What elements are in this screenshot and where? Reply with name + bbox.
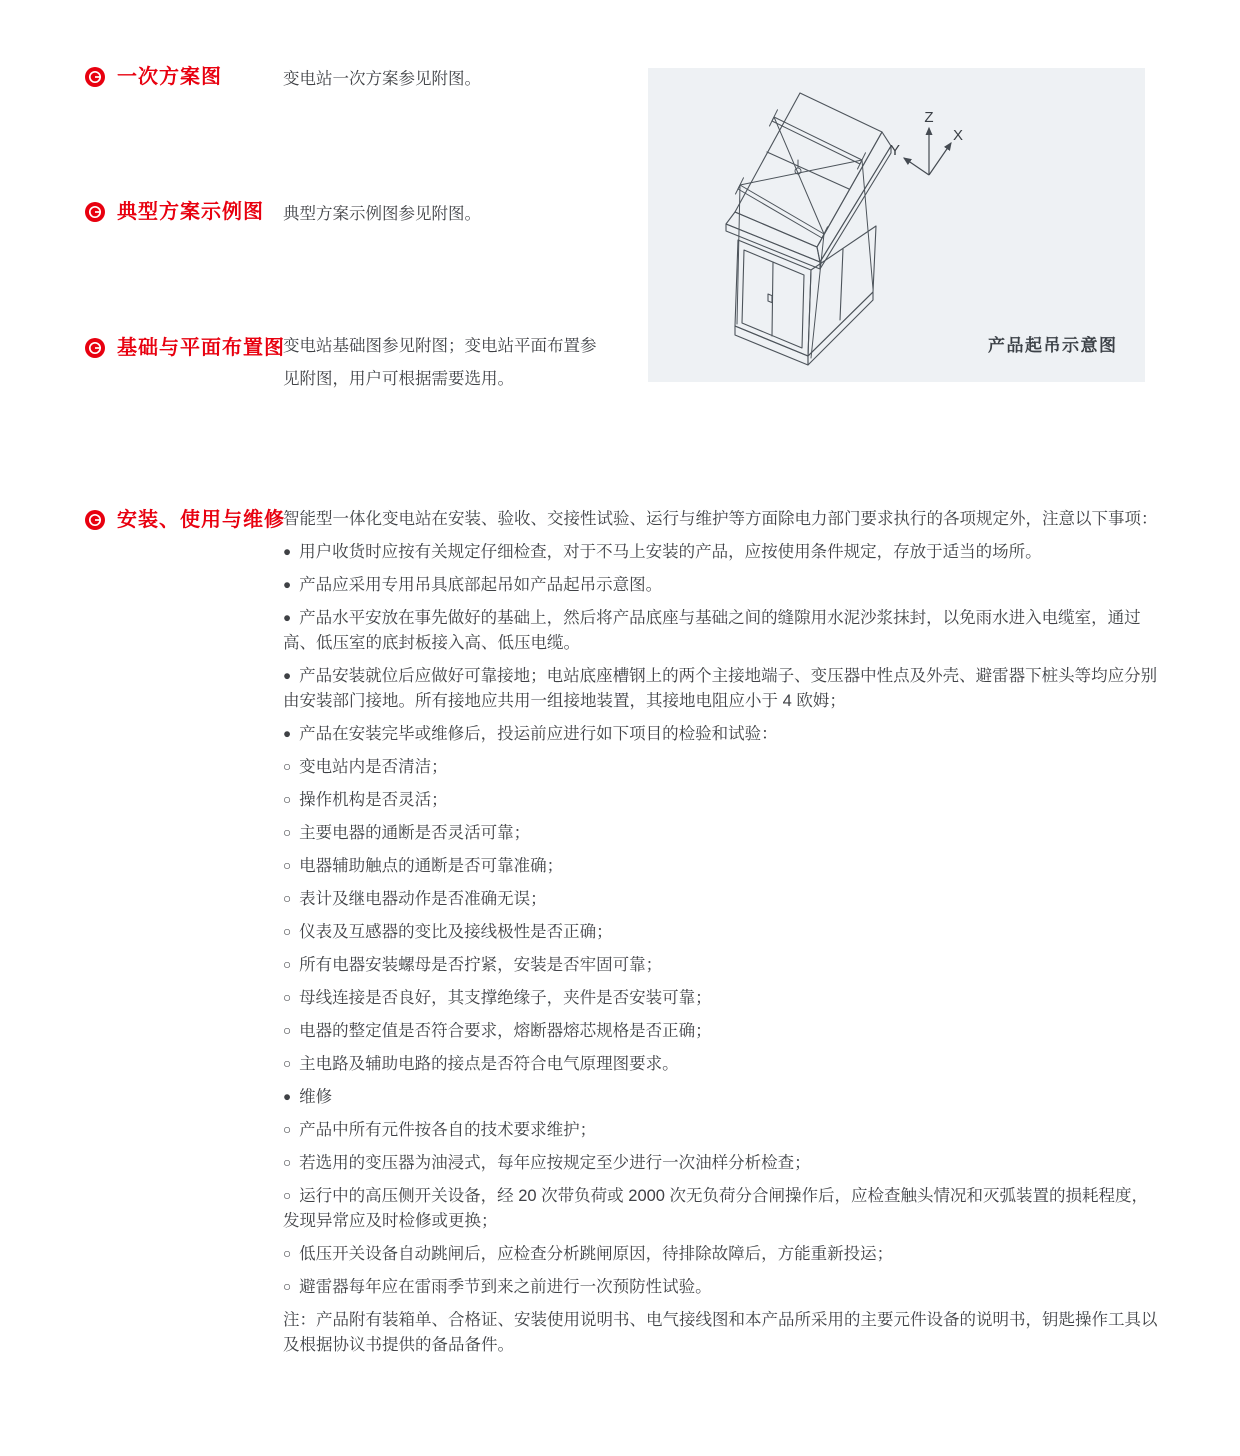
- list-item-text: 变电站内是否清洁；: [299, 758, 448, 776]
- list-item: [283, 606, 1163, 656]
- list-item-text: 用户收货时应按有关规定仔细检查，对于不马上安装的产品，应按使用条件规定，存放于适当的场所。: [299, 543, 1042, 561]
- list-item-text: 产品安装就位后应做好可靠接地；电站底座槽钢上的两个主接地端子、变压器中性点及外壳、避雷器下桩头等均应分别由安装部门接地。所有接地应共用一组接地装置，其接地电阻应小于 4 欧姆；: [283, 667, 1158, 710]
- list-item: [283, 1118, 1163, 1143]
- list-item-text: 若选用的变压器为油浸式，每年应按规定至少进行一次油样分析检查；: [299, 1154, 811, 1172]
- section-title: 基础与平面布置图: [117, 337, 285, 359]
- section-typical-scheme: [85, 199, 264, 225]
- list-item-text: 维修: [299, 1088, 333, 1106]
- bullet-icon: ●: [283, 726, 292, 741]
- axis-label-x: X: [952, 127, 964, 144]
- list-item: [283, 1151, 1163, 1176]
- list-item: [283, 887, 1163, 912]
- list-item-text: 产品中所有元件按各自的技术要求维护；: [299, 1121, 597, 1139]
- list-item: [283, 788, 1163, 813]
- bullet-icon: ○: [283, 792, 292, 807]
- list-item-text: 仪表及互感器的变比及接线极性是否正确；: [299, 923, 613, 941]
- list-item: [283, 920, 1163, 945]
- list-item-text: 所有电器安装螺母是否拧紧，安装是否牢固可靠；: [299, 956, 663, 974]
- bullet-icon: ●: [283, 668, 292, 683]
- section-marker-icon: [85, 67, 105, 87]
- list-item-text: 母线连接是否良好，其支撑绝缘子，夹件是否安装可靠；: [299, 989, 712, 1007]
- section-body: 变电站基础图参见附图；变电站平面布置参见附图，用户可根据需要选用。: [283, 337, 597, 388]
- list-item-text: 运行中的高压侧开关设备，经 20 次带负荷或 2000 次无负荷分合闸操作后，应检查触头情况和灭弧装置的损耗程度，发现异常应及时检修或更换；: [283, 1187, 1149, 1230]
- list-item-text: 低压开关设备自动跳闸后，应检查分析跳闸原因，待排除故障后，方能重新投运；: [299, 1245, 894, 1263]
- bullet-icon: ○: [283, 1279, 292, 1294]
- list-item: [283, 573, 1163, 598]
- section-foundation-layout: [85, 335, 285, 361]
- bullet-icon: ○: [283, 1188, 292, 1203]
- bullet-icon: ●: [283, 544, 292, 559]
- bullet-icon: ○: [283, 1122, 292, 1137]
- list-item: [283, 1275, 1163, 1300]
- section-primary-scheme: [85, 64, 222, 90]
- list-item-text: 表计及继电器动作是否准确无误；: [299, 890, 547, 908]
- list-item-text: 电器的整定值是否符合要求，熔断器熔芯规格是否正确；: [299, 1022, 712, 1040]
- section-install-use-maintain: [85, 507, 285, 533]
- installation-content: [283, 507, 1163, 1366]
- section-title: 安装、使用与维修: [117, 509, 285, 531]
- section-marker-icon: [85, 202, 105, 222]
- list-item-text: 产品在安装完毕或维修后，投运前应进行如下项目的检验和试验：: [299, 725, 778, 743]
- list-item-text: 主要电器的通断是否灵活可靠；: [299, 824, 531, 842]
- list-item: [283, 540, 1163, 565]
- list-item: [283, 854, 1163, 879]
- bullet-icon: ○: [283, 759, 292, 774]
- list-item-text: 产品应采用专用吊具底部起吊如产品起吊示意图。: [299, 576, 663, 594]
- bullet-icon: ○: [283, 1056, 292, 1071]
- list-item: [283, 755, 1163, 780]
- list-item-text: 操作机构是否灵活；: [299, 791, 448, 809]
- figure-caption: 产品起吊示意图: [988, 336, 1118, 355]
- bullet-icon: ●: [283, 1089, 292, 1104]
- axis-label-z: Z: [924, 109, 934, 126]
- section-title: 一次方案图: [117, 66, 222, 88]
- list-item: [283, 722, 1163, 747]
- list-item: [283, 953, 1163, 978]
- list-item: [283, 1184, 1163, 1234]
- list-item: [283, 664, 1163, 714]
- list-item: [283, 986, 1163, 1011]
- bullet-icon: ●: [283, 610, 292, 625]
- bullet-icon: ○: [283, 957, 292, 972]
- bullet-icon: ○: [283, 1155, 292, 1170]
- bullet-icon: ○: [283, 825, 292, 840]
- section-marker-icon: [85, 510, 105, 530]
- intro-paragraph: 智能型一体化变电站在安装、验收、交接性试验、运行与维护等方面除电力部门要求执行的各项规定外，注意以下事项：: [283, 510, 1158, 528]
- list-item: [283, 1242, 1163, 1267]
- list-item: [283, 1085, 1163, 1110]
- section-body: 变电站一次方案参见附图。: [283, 70, 481, 88]
- bullet-icon: ○: [283, 1023, 292, 1038]
- list-item: [283, 821, 1163, 846]
- list-item-text: 主电路及辅助电路的接点是否符合电气原理图要求。: [299, 1055, 679, 1073]
- bullet-icon: ○: [283, 1246, 292, 1261]
- bullet-icon: ○: [283, 891, 292, 906]
- bullet-icon: ●: [283, 577, 292, 592]
- list-item: [283, 1052, 1163, 1077]
- list-item-text: 产品水平安放在事先做好的基础上，然后将产品底座与基础之间的缝隙用水泥沙浆抹封，以免雨水进入电缆室，通过高、低压室的底封板接入高、低压电缆。: [283, 609, 1141, 652]
- list-item-text: 避雷器每年应在雷雨季节到来之前进行一次预防性试验。: [299, 1278, 712, 1296]
- bullet-icon: ○: [283, 924, 292, 939]
- note-paragraph: 注：产品附有装箱单、合格证、安装使用说明书、电气接线图和本产品所采用的主要元件设备的说明书，钥匙操作工具以及根据协议书提供的备品备件。: [283, 1311, 1158, 1354]
- bullet-icon: ○: [283, 990, 292, 1005]
- section-marker-icon: [85, 338, 105, 358]
- section-title: 典型方案示例图: [117, 201, 264, 223]
- list-item: [283, 1019, 1163, 1044]
- list-item-text: 电器辅助触点的通断是否可靠准确；: [299, 857, 564, 875]
- bullet-icon: ○: [283, 858, 292, 873]
- product-lifting-figure: [648, 68, 1145, 382]
- axis-label-y: Y: [889, 142, 901, 159]
- checklist: [283, 540, 1163, 1300]
- section-body: 典型方案示例图参见附图。: [283, 205, 481, 223]
